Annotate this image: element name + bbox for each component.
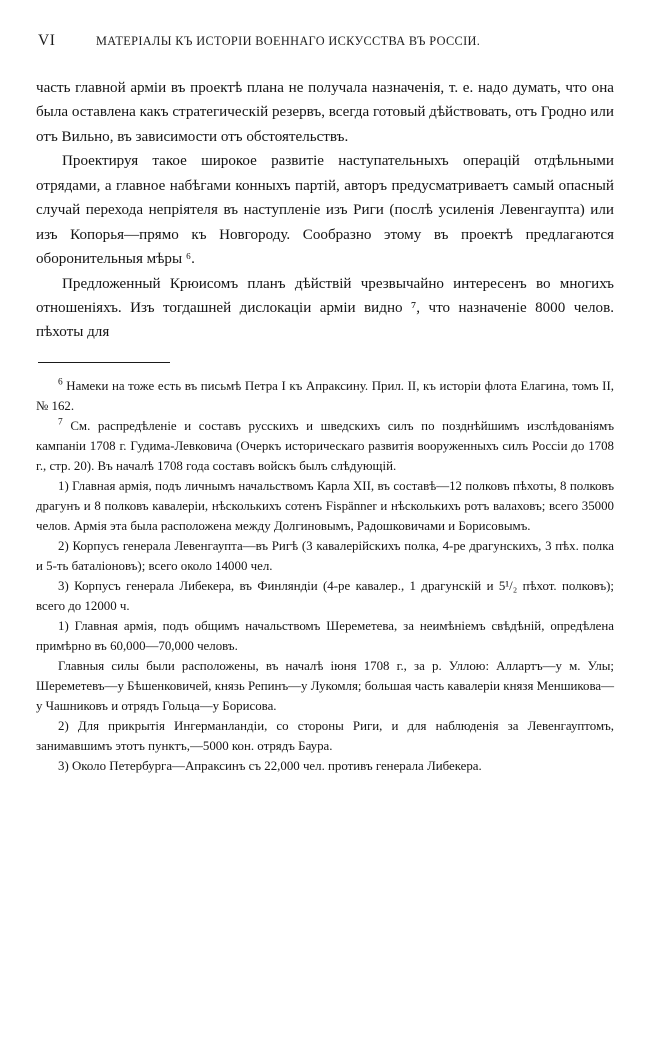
- footnote-list-item: Главныя силы были расположены, въ началѣ іюня 1708 г., за р. Уллою: Аллартъ—у м. Улы; Шереметевъ—у Бѣшенковичей, князь Репинъ—у Лукомля; большая часть кавалеріи князя Меншикова—у Чашниковъ и отрядъ Гольца—у Борисова.: [36, 658, 614, 713]
- footnote-list-item: 3) Корпусъ генерала Либекера, въ Финляндіи (4-ре кавалер., 1 драгунскій и 5¹/₂ пѣхот. полковъ); всего до 12000 ч.: [36, 578, 614, 613]
- footnote-divider: [0, 362, 650, 363]
- footnote-marker: 6: [58, 377, 63, 388]
- footnote-list-item: 3) Около Петербурга—Апраксинъ съ 22,000 чел. противъ генерала Либекера.: [58, 758, 482, 773]
- body-text: [0, 76, 650, 345]
- page-folio: VI: [38, 32, 56, 49]
- footnote: [36, 376, 614, 416]
- footnote-marker: 7: [58, 417, 63, 428]
- footnote-list-item: 1) Главная армія, подъ общимъ начальствомъ Шереметева, за неимѣніемъ свѣдѣній, опредѣлена примѣрно въ 60,000—70,000 человъ.: [36, 618, 614, 653]
- paragraph: Проектируя такое широкое развитіе наступательныхъ операцій отдѣльными отрядами, а главное набѣгами конныхъ партій, авторъ предусматриваетъ самый опасный случай перехода непріятеля въ наступленіе изъ Риги (послѣ усиленія Левенгаупта) или изъ Копорья—прямо къ Новгороду. Сообразно этому въ проектѣ предлагаются оборонительныя мѣры ⁶.: [36, 153, 614, 268]
- footnote-text: Намеки на тоже есть въ письмѣ Петра I къ Апраксину. Прил. II, къ исторіи флота Елагина, томъ II, № 162.: [36, 378, 614, 413]
- footnote-list-item: 2) Для прикрытія Ингерманландіи, со стороны Риги, и для наблюденія за Левенгауптомъ, занимавшимъ этотъ пунктъ,—5000 кон. отрядъ Баура.: [36, 718, 614, 753]
- footnote-text: См. распредѣленіе и составъ русскихъ и шведскихъ силъ по позднѣйшимъ изслѣдованіямъ кампаніи 1708 г. Гудима-Левковича (Очеркъ историческаго развитія вооруженныхъ силъ Россіи до 1708 г., стр. 20). Въ началѣ 1708 года составъ войскъ былъ слѣдующій.: [36, 418, 614, 473]
- running-head-title: МАТЕРІАЛЫ КЪ ИСТОРІИ ВОЕННАГО ИСКУССТВА ВЪ РОССІИ.: [96, 34, 481, 48]
- footnote-list-item: 2) Корпусъ генерала Левенгаупта—въ Ригѣ (3 кавалерійскихъ полка, 4-ре драгунскихъ, 3 пѣх. полка и 5-ть баталіоновъ); всего около 14000 чел.: [36, 538, 614, 573]
- footnotes-block: [0, 376, 650, 776]
- running-head: [0, 32, 650, 50]
- footnote: [36, 416, 614, 476]
- divider-line: [38, 362, 170, 363]
- paragraph: часть главной арміи въ проектѣ плана не получала назначенія, т. е. надо думать, что она была оставлена какъ стратегическій резервъ, всегда готовый дѣйствовать, отъ Гродно или отъ Вильно, въ зависимости отъ обстоятельствъ.: [36, 80, 614, 145]
- footnote-list-item: 1) Главная армія, подъ личнымъ начальствомъ Карла XII, въ составѣ—12 полковъ пѣхоты, 8 полковъ драгунъ и 8 полковъ кавалеріи, нѣсколькихъ сотенъ Fispänner и нѣсколькихъ ротъ валаховъ; всего 35000 челов. Армія эта была расположена между Долгиновымъ, Радошковичами и Борисовымъ.: [36, 478, 614, 533]
- document-page: [0, 32, 650, 1049]
- paragraph: Предложенный Крюисомъ планъ дѣйствій чрезвычайно интересенъ во многихъ отношеніяхъ. Изъ тогдашней дислокаціи арміи видно ⁷, что назначеніе 8000 челов. пѣхоты для: [36, 275, 614, 341]
